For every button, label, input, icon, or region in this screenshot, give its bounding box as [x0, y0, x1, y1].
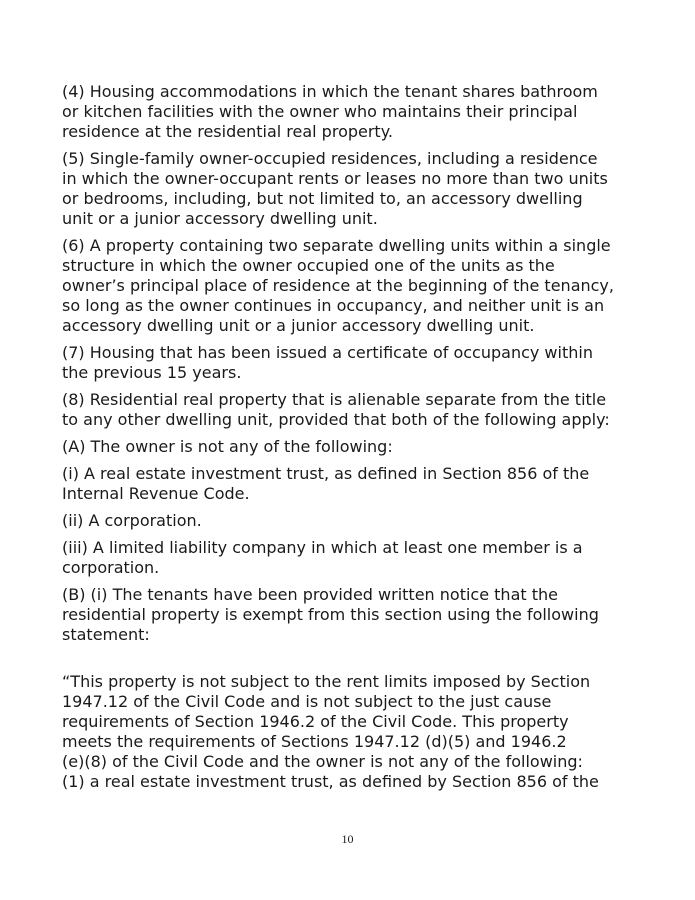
text-line: corporation.	[62, 558, 160, 577]
notice-quote	[62, 672, 642, 792]
text-line: (B) (i) The tenants have been provided written notice that the	[62, 585, 558, 604]
text-line: (i) A real estate investment trust, as defined in Section 856 of the	[62, 464, 590, 483]
text-line: (4) Housing accommodations in which the tenant shares bathroom	[62, 82, 598, 101]
text-line: (6) A property containing two separate dwelling units within a single	[62, 236, 611, 255]
document-body	[62, 82, 642, 799]
text-line: (8) Residential real property that is alienable separate from the title	[62, 390, 607, 409]
paragraph-6	[62, 236, 642, 336]
paragraph-8	[62, 390, 642, 430]
text-line: (7) Housing that has been issued a certificate of occupancy within	[62, 343, 593, 362]
paragraph-i	[62, 464, 642, 504]
text-line: (ii) A corporation.	[62, 511, 202, 530]
paragraph-7	[62, 343, 642, 383]
text-line: accessory dwelling unit or a junior accessory dwelling unit.	[62, 316, 535, 335]
text-line: (e)(8) of the Civil Code and the owner is not any of the following:	[62, 752, 583, 771]
text-line: owner’s principal place of residence at the beginning of the tenancy,	[62, 276, 614, 295]
text-line: residence at the residential real property.	[62, 122, 393, 141]
text-line: “This property is not subject to the rent limits imposed by Section	[62, 672, 591, 691]
text-line: or bedrooms, including, but not limited to, an accessory dwelling	[62, 189, 583, 208]
paragraph-ii	[62, 511, 642, 531]
paragraph-5	[62, 149, 642, 229]
text-line: so long as the owner continues in occupancy, and neither unit is an	[62, 296, 605, 315]
text-line: to any other dwelling unit, provided that both of the following apply:	[62, 410, 610, 429]
paragraph-a	[62, 437, 642, 457]
text-line: or kitchen facilities with the owner who maintains their principal	[62, 102, 578, 121]
text-line: the previous 15 years.	[62, 363, 242, 382]
text-line: (iii) A limited liability company in which at least one member is a	[62, 538, 583, 557]
text-line: meets the requirements of Sections 1947.12 (d)(5) and 1946.2	[62, 732, 567, 751]
blank-line	[62, 652, 642, 672]
text-line: unit or a junior accessory dwelling unit.	[62, 209, 378, 228]
paragraph-iii	[62, 538, 642, 578]
page-number: 10	[341, 832, 354, 846]
text-line: 1947.12 of the Civil Code and is not subject to the just cause	[62, 692, 552, 711]
text-line: (1) a real estate investment trust, as defined by Section 856 of the	[62, 772, 599, 791]
text-line: (A) The owner is not any of the following:	[62, 437, 393, 456]
text-line: structure in which the owner occupied one of the units as the	[62, 256, 555, 275]
text-line: Internal Revenue Code.	[62, 484, 250, 503]
paragraph-4	[62, 82, 642, 142]
text-line: requirements of Section 1946.2 of the Civil Code. This property	[62, 712, 569, 731]
text-line: residential property is exempt from this section using the following	[62, 605, 599, 624]
text-line: in which the owner-occupant rents or leases no more than two units	[62, 169, 608, 188]
text-line: (5) Single-family owner-occupied residences, including a residence	[62, 149, 598, 168]
paragraph-b	[62, 585, 642, 645]
text-line: statement:	[62, 625, 150, 644]
